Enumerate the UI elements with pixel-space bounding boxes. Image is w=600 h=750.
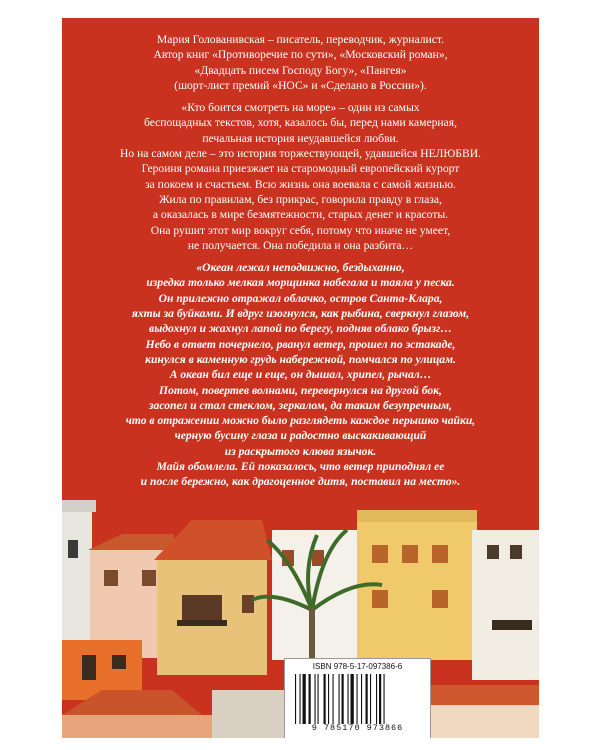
text-line: «Океан лежал неподвижно, бездыханно, <box>196 261 405 275</box>
text-line: Мария Голованивская – писатель, переводчик, журналист. <box>157 33 444 46</box>
text-line: яхты за буйками. И вдруг изогнулся, как рыбина, сверкнул глазом, <box>131 307 470 321</box>
barcode <box>295 674 420 724</box>
text-line: а оказалась в мире безмятежности, старых денег и красоты. <box>152 208 449 222</box>
barcode-panel <box>284 658 431 738</box>
text-line: Героиня романа приезжает на старомодный европейский курорт <box>141 162 460 176</box>
text-line: «Двадцать писем Господу Богу», «Пангея» <box>194 63 407 77</box>
text-line: из раскрытого клюва язычок. <box>224 444 377 458</box>
barcode-digits: 9 785170 973866 <box>311 723 404 733</box>
text-line: беспощадных текстов, хотя, казалось бы, перед нами камерная, <box>143 116 458 130</box>
author-bio <box>62 32 539 93</box>
text-line: за покоем и счастьем. Всю жизнь она воевала с самой жизнью. <box>145 177 456 191</box>
text-line: изредка только мелкая морщинка набегала и таяла у песка. <box>146 276 455 290</box>
text-line: «Кто боится смотреть на море» – один из самых <box>181 101 420 115</box>
isbn-text: ISBN 978-5-17-097386-6 <box>312 662 403 671</box>
text-line: черную бусину глаза и радостно выскакивающий <box>174 429 427 443</box>
text-line: Жила по правилам, без прикрас, говорила правду в глаза, <box>159 192 442 206</box>
text-line: Потом, повертев волнами, перевернулся на другой бок, <box>159 383 442 397</box>
text-line: Он прилежно отражал облачко, остров Санта-Клара, <box>158 291 443 305</box>
book-description <box>62 100 539 253</box>
text-line: Небо в ответ почернело, рванул ветер, прошел по эстакаде, <box>145 337 456 351</box>
text-line: выдохнул и жахнул лапой по берегу, подняв облако брызг… <box>149 322 452 336</box>
text-line: кинулся в каменную грудь набережной, помчался по улицам. <box>145 352 456 366</box>
text-line: (шорт-лист премий «НОС» и «Сделано в России»). <box>174 78 427 92</box>
text-line: Она рушит этот мир вокруг себя, потому что иначе не умеет, <box>150 223 451 237</box>
text-line: Майя обомлела. Ей показалось, что ветер приподнял ее <box>156 460 445 474</box>
text-line: что в отражении можно было разглядеть каждое перышко чайки, <box>125 414 476 428</box>
text-line: засопел и стал стеклом, зеркалом, да таким безупречным, <box>149 398 452 412</box>
text-line: А океан бил еще и еще, он дышал, хрипел, рычал… <box>169 368 432 382</box>
cover-text <box>62 32 539 490</box>
text-line: и после бережно, как драгоценное дитя, поставил на место». <box>140 475 461 489</box>
back-cover <box>62 18 539 738</box>
text-line: Автор книг «Противоречие по сути», «Московский роман», <box>153 48 448 62</box>
text-line: печальная история неудавшейся любви. <box>202 131 399 145</box>
book-quote <box>62 260 539 489</box>
text-line: Но на самом деле – это история торжествующей, удавшейся НЕЛЮБВИ. <box>120 147 481 161</box>
text-line: не получается. Она победила и она разбита… <box>187 238 414 252</box>
